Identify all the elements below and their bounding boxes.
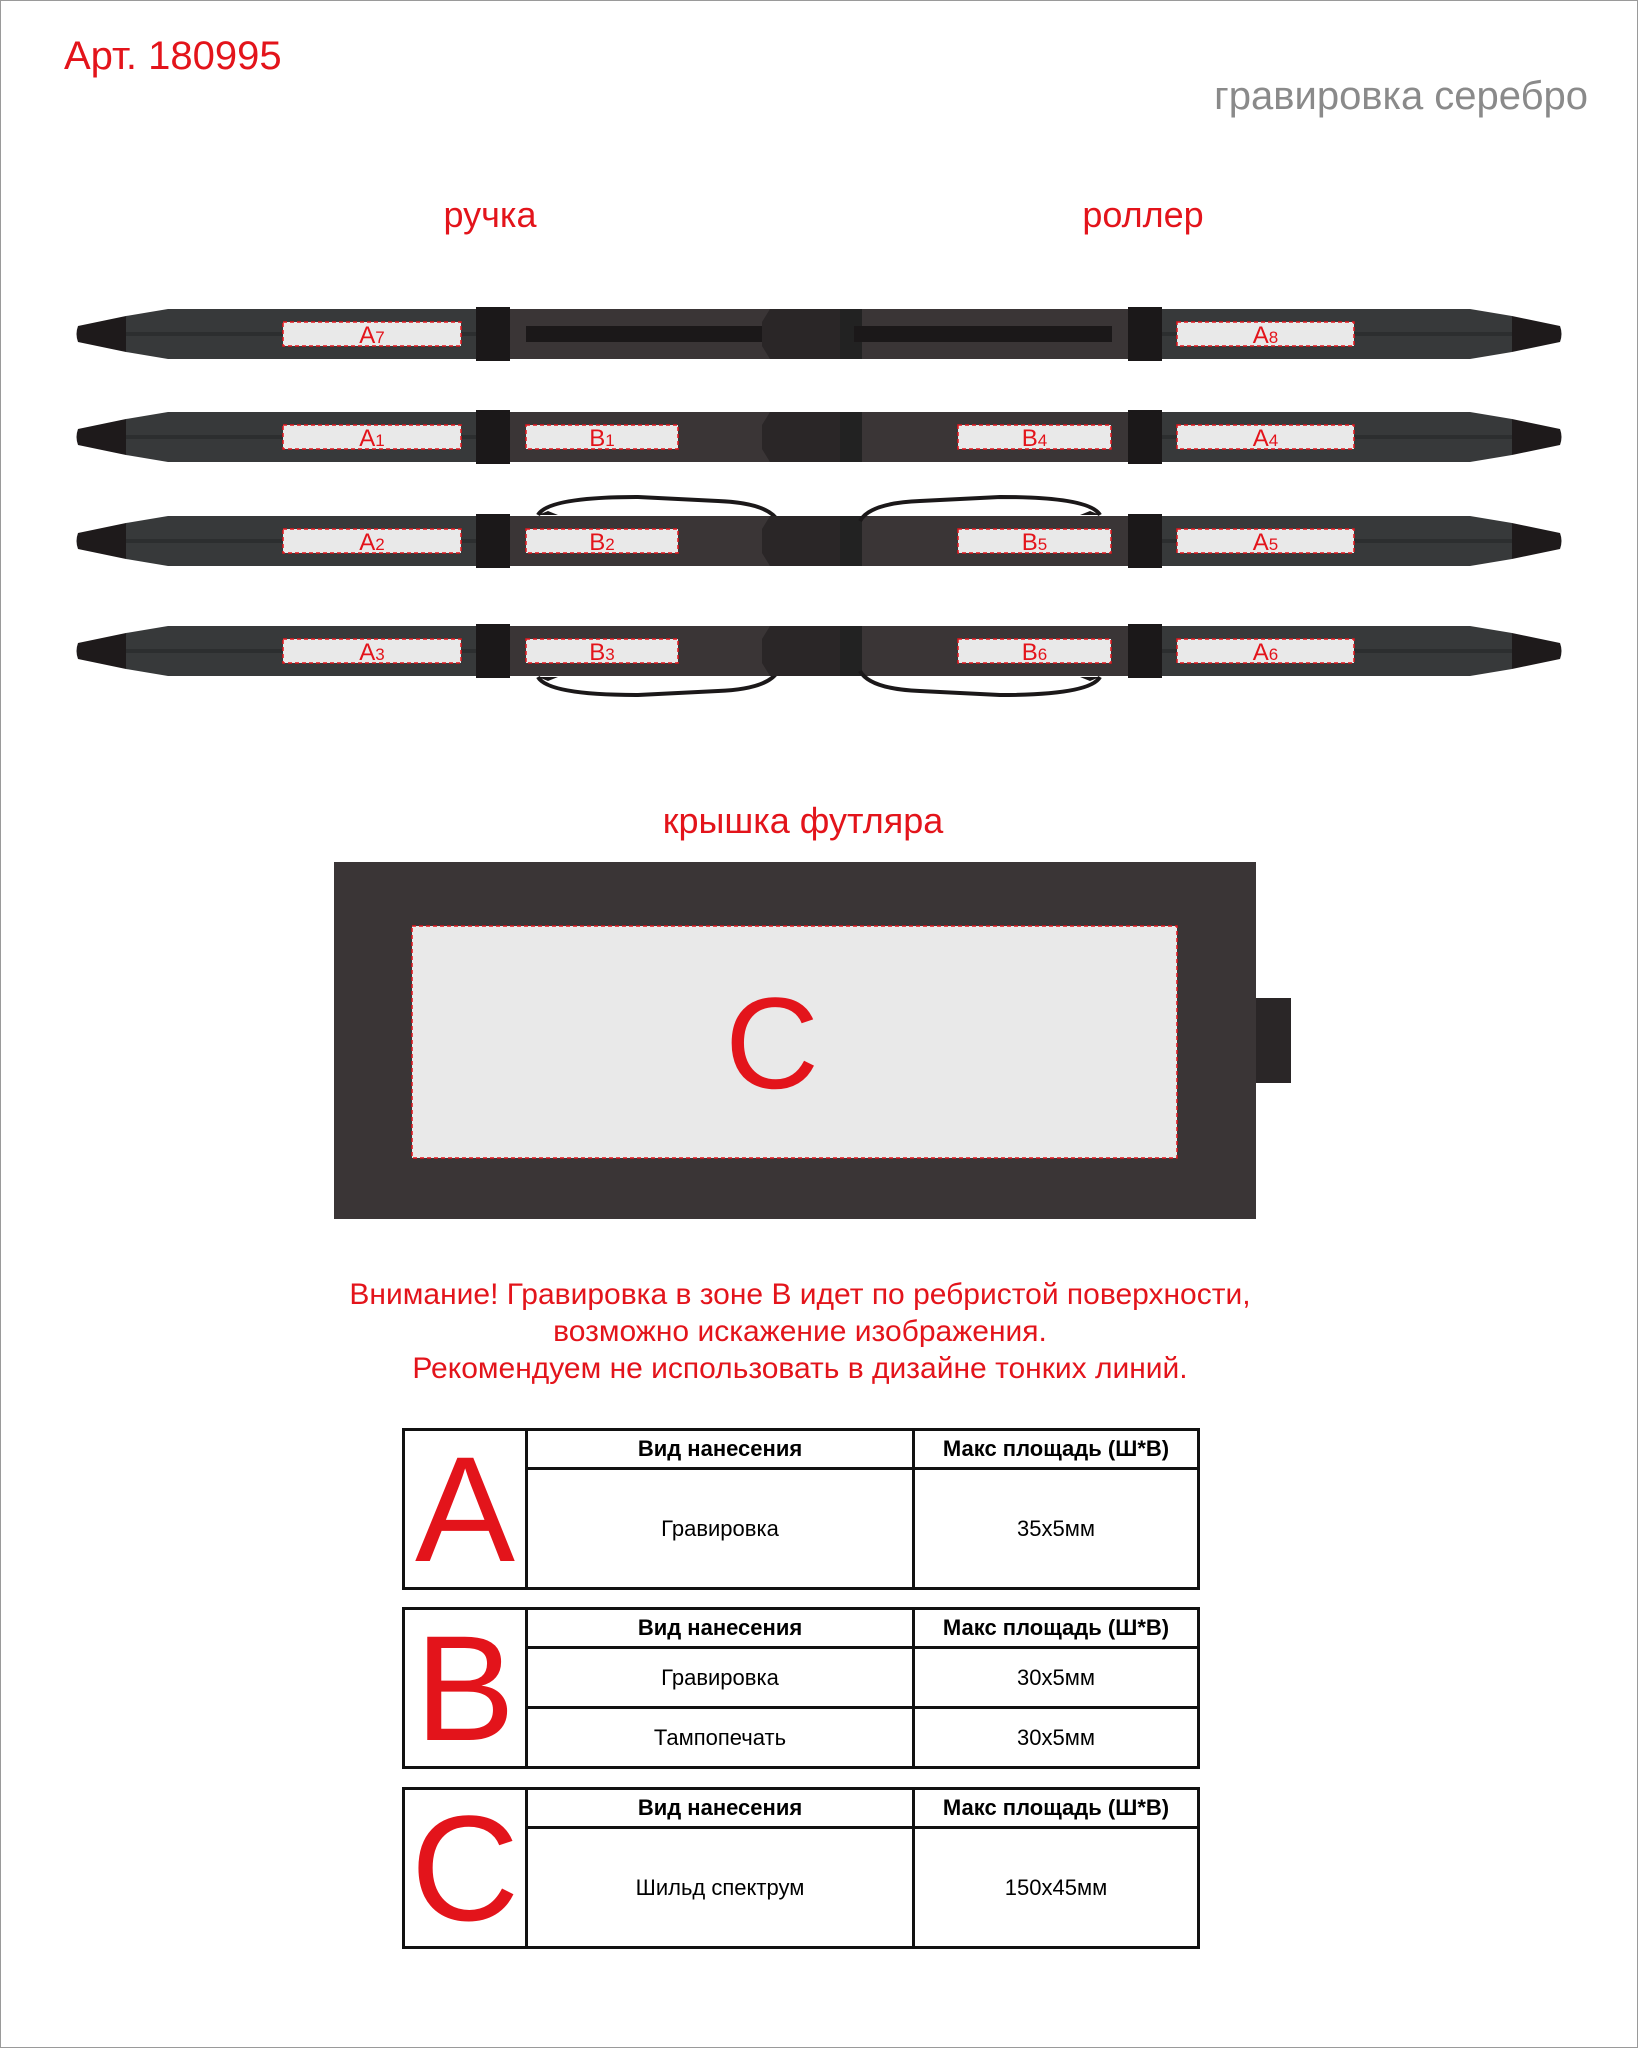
roller-section-title: роллер (1082, 194, 1204, 235)
pen-end-band (840, 412, 862, 462)
roller-pen (762, 624, 1562, 695)
zone-label: A5 (1252, 529, 1279, 556)
pen-center-ring (476, 410, 510, 464)
pen-center-ring (476, 514, 510, 568)
pen-center-ring (476, 624, 510, 678)
zone-label: A3 (359, 639, 385, 666)
zone-label: A4 (1252, 425, 1279, 452)
pen-center-ring (1128, 624, 1162, 678)
case-section-title: крышка футляра (662, 800, 944, 841)
case-lid (334, 862, 1291, 1219)
zone-letter: A (404, 1430, 527, 1589)
method-cell: Гравировка (527, 1648, 914, 1708)
method-cell: Шильд спектрум (527, 1828, 914, 1948)
zone-label: B4 (1021, 425, 1048, 452)
ballpoint-pen (77, 307, 877, 361)
zone-label: B2 (589, 529, 615, 556)
roller-pen (762, 497, 1562, 568)
roller-pen (762, 307, 1562, 361)
zone-letter: C (404, 1789, 527, 1948)
size-cell: 150x45мм (914, 1828, 1199, 1948)
roller-pen (762, 410, 1562, 464)
pen-tip (77, 419, 127, 455)
pen-center-ring (476, 307, 510, 361)
column-header: Вид нанесения (527, 1430, 914, 1469)
pen-end-cap (762, 516, 840, 566)
zone-label: A8 (1252, 322, 1279, 349)
spec-table-c (402, 1784, 1200, 1952)
size-cell: 30x5мм (914, 1648, 1199, 1708)
ballpoint-pen (77, 497, 877, 568)
zone-label: A6 (1252, 639, 1279, 666)
pen-end-cap (762, 412, 840, 462)
pen-end-band (840, 516, 862, 566)
pen-tip (1512, 419, 1562, 455)
column-header: Макс площадь (Ш*В) (914, 1609, 1199, 1648)
ballpoint-pen (77, 410, 877, 464)
notice-line: возможно искажение изображения. (553, 1315, 1047, 1348)
zone-letter: B (404, 1609, 527, 1768)
pen-tip (1512, 633, 1562, 669)
zone-label: B1 (589, 425, 615, 452)
pen-center-ring (1128, 514, 1162, 568)
ballpoint-pen (77, 624, 877, 695)
method-cell: Тампопечать (527, 1708, 914, 1768)
spec-table-b (402, 1604, 1200, 1772)
engraving-color-label: гравировка серебро (1214, 74, 1588, 118)
article-number: Арт. 180995 (64, 34, 282, 78)
pen-clip-slot (854, 326, 1112, 342)
pen-tip (1512, 523, 1562, 559)
pen-clip-slot (526, 326, 784, 342)
zone-label: A2 (359, 529, 385, 556)
zone-label: B5 (1021, 529, 1048, 556)
zone-label: B6 (1021, 639, 1048, 666)
notice-line: Внимание! Гравировка в зоне В идет по ребристой поверхности, (349, 1278, 1251, 1311)
pen-end-cap (762, 626, 840, 676)
pen-tip (77, 523, 127, 559)
column-header: Макс площадь (Ш*В) (914, 1789, 1199, 1828)
zone-label: B3 (589, 639, 615, 666)
size-cell: 30x5мм (914, 1708, 1199, 1768)
column-header: Вид нанесения (527, 1789, 914, 1828)
notice-line: Рекомендуем не использовать в дизайне тонких линий. (412, 1352, 1188, 1385)
method-cell: Гравировка (527, 1469, 914, 1589)
column-header: Вид нанесения (527, 1609, 914, 1648)
case-zone-label: C (725, 970, 819, 1116)
zone-label: A7 (359, 322, 385, 349)
pen-end-band (840, 626, 862, 676)
pen-section-title: ручка (443, 194, 537, 235)
column-header: Макс площадь (Ш*В) (914, 1430, 1199, 1469)
pen-center-ring (1128, 410, 1162, 464)
engraving-notice (0, 1276, 1600, 1387)
engraving-zones (283, 322, 1354, 666)
spec-table-a (402, 1425, 1200, 1593)
case-lid-tab (1256, 998, 1291, 1083)
pen-tip (1512, 316, 1562, 352)
size-cell: 35x5мм (914, 1469, 1199, 1589)
zone-label: A1 (359, 425, 385, 452)
pen-center-ring (1128, 307, 1162, 361)
pen-tip (77, 633, 127, 669)
pen-end-cap (762, 309, 840, 359)
pen-tip (77, 316, 127, 352)
